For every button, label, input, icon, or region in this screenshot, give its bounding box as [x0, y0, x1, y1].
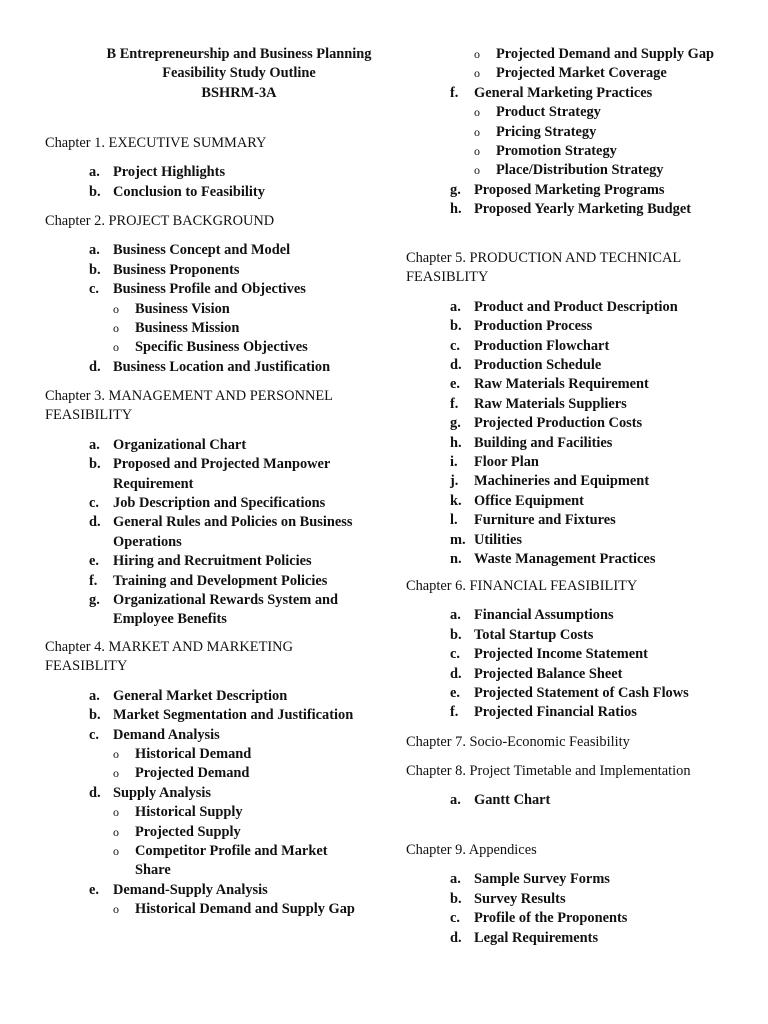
list-item [45, 784, 365, 803]
list-item [406, 298, 726, 317]
sub-item-text: Historical Demand [135, 746, 252, 763]
item-label: b. [89, 456, 101, 473]
item-label: f. [450, 395, 459, 412]
list-item [406, 317, 726, 336]
header-course: B Entrepreneurship and Business Planning [106, 46, 372, 62]
sub-item [406, 64, 726, 83]
item-label: c. [89, 495, 99, 512]
item-text: Utilities [474, 531, 522, 548]
item-label: c. [450, 910, 460, 927]
item-text: Office Equipment [474, 492, 584, 509]
list-item [406, 665, 726, 684]
chapter-items [45, 436, 365, 630]
chapter-title: Chapter 9. Appendices [406, 842, 537, 858]
bullet-icon: o [113, 805, 119, 820]
chapter-title: Chapter 5. PRODUCTION AND TECHNICAL FEASIBLITY [406, 250, 681, 286]
sub-item [45, 900, 365, 919]
item-text: Projected Financial Ratios [474, 704, 637, 721]
list-item [406, 181, 726, 200]
list-item [45, 455, 365, 494]
item-label: a. [89, 687, 100, 704]
list-item [45, 436, 365, 455]
chapter-items [406, 870, 726, 948]
item-text: Raw Materials Requirement [474, 376, 649, 393]
list-item [406, 703, 726, 722]
sub-item [406, 103, 726, 122]
list-item [45, 513, 365, 552]
bullet-icon: o [113, 844, 119, 859]
list-item [45, 261, 365, 280]
list-item [406, 492, 726, 511]
item-text: Supply Analysis [113, 784, 211, 801]
list-item [406, 909, 726, 928]
list-item [45, 572, 365, 591]
chapter-items [406, 791, 726, 810]
item-text: Training and Development Policies [113, 572, 328, 589]
item-text: Sample Survey Forms [474, 871, 610, 888]
chapter-items [406, 298, 726, 570]
bullet-icon: o [474, 105, 480, 120]
sub-item-text: Projected Market Coverage [496, 65, 667, 82]
item-label: j. [450, 473, 459, 490]
document-header [45, 45, 433, 103]
item-label: g. [450, 181, 461, 198]
item-text: Demand-Supply Analysis [113, 881, 268, 898]
item-label: a. [89, 164, 100, 181]
item-label: c. [450, 337, 460, 354]
list-item [45, 183, 365, 202]
list-item [406, 453, 726, 472]
sub-item [406, 45, 726, 64]
item-text: Total Startup Costs [474, 626, 594, 643]
list-item [406, 626, 726, 645]
item-text: Projected Statement of Cash Flows [474, 685, 689, 702]
bullet-icon: o [113, 321, 119, 336]
item-text: Survey Results [474, 890, 566, 907]
item-label: b. [89, 707, 101, 724]
item-text: Legal Requirements [474, 929, 599, 946]
header-section: BSHRM-3A [201, 84, 277, 101]
item-text: Business Concept and Model [113, 242, 291, 259]
item-label: b. [89, 261, 101, 278]
list-item [45, 494, 365, 513]
sub-item-text: Projected Demand and Supply Gap [496, 46, 715, 62]
chapter-3 [45, 387, 365, 630]
bullet-icon: o [474, 47, 480, 61]
item-label: d. [450, 665, 462, 682]
item-label: b. [450, 318, 462, 335]
list-item [45, 280, 365, 299]
item-label: a. [89, 242, 100, 259]
chapter-items [45, 241, 365, 377]
item-text: Business Location and Justification [113, 358, 331, 375]
sub-item-text: Historical Supply [135, 804, 243, 821]
sub-item-text: Product Strategy [496, 104, 601, 121]
list-item [45, 687, 365, 706]
sub-item [45, 803, 365, 822]
bullet-icon: o [113, 301, 119, 316]
item-text: Conclusion to Feasibility [113, 183, 265, 200]
list-item [406, 791, 726, 810]
sub-item-text: Competitor Profile and Market Share [135, 843, 328, 879]
sub-item [406, 123, 726, 142]
header-title: Feasibility Study Outline [162, 65, 316, 82]
list-item [45, 881, 365, 900]
item-label: d. [89, 358, 101, 375]
item-text: Job Description and Specifications [113, 495, 326, 512]
chapter-6 [406, 577, 726, 723]
list-item [406, 434, 726, 453]
item-label: k. [450, 492, 462, 509]
item-text: Proposed Marketing Programs [474, 181, 665, 198]
item-text: Production Schedule [474, 357, 602, 374]
sub-item [45, 745, 365, 764]
list-item [406, 472, 726, 491]
list-item [406, 531, 726, 550]
item-label: b. [450, 890, 462, 907]
list-item [406, 337, 726, 356]
item-label: b. [89, 183, 101, 200]
item-text: Demand Analysis [113, 726, 220, 743]
item-text: Hiring and Recruitment Policies [113, 553, 312, 570]
chapter-title: Chapter 7. Socio-Economic Feasibility [406, 734, 630, 750]
item-text: General Rules and Policies on Business Operations [113, 514, 353, 550]
chapter-8 [406, 762, 726, 811]
item-label: e. [450, 376, 460, 393]
list-item [406, 511, 726, 530]
bullet-icon: o [474, 66, 480, 81]
sub-item [45, 823, 365, 842]
list-item [45, 706, 365, 725]
list-item [406, 684, 726, 703]
sub-item-text: Business Vision [135, 300, 230, 317]
item-label: b. [450, 626, 462, 643]
sub-item-text: Historical Demand and Supply Gap [135, 901, 355, 918]
item-label: e. [450, 685, 460, 702]
chapter-2 [45, 212, 365, 377]
chapter-7 [406, 733, 726, 752]
chapter-4-continuation [406, 45, 726, 220]
bullet-icon: o [474, 124, 480, 139]
item-text: Project Highlights [113, 164, 226, 181]
item-text: Proposed Yearly Marketing Budget [474, 201, 692, 218]
item-text: Waste Management Practices [474, 551, 656, 568]
bullet-icon: o [113, 824, 119, 839]
item-label: f. [450, 704, 459, 721]
item-text: Profile of the Proponents [474, 910, 628, 927]
chapter-title: Chapter 2. PROJECT BACKGROUND [45, 213, 275, 229]
chapter-title: Chapter 3. MANAGEMENT AND PERSONNEL FEASIBILITY [45, 388, 333, 424]
list-item [406, 870, 726, 889]
item-text: Financial Assumptions [474, 607, 614, 624]
item-text: Business Profile and Objectives [113, 281, 306, 298]
item-text: Organizational Chart [113, 436, 247, 453]
list-item [406, 645, 726, 664]
item-text: Gantt Chart [474, 792, 551, 809]
sub-item-text: Projected Supply [135, 823, 241, 840]
bullet-icon: o [474, 144, 480, 159]
list-item [406, 84, 726, 103]
item-text: Proposed and Projected Manpower Requirement [113, 456, 331, 492]
item-text: Projected Balance Sheet [474, 665, 623, 682]
list-item [45, 163, 365, 182]
list-item [406, 550, 726, 569]
item-label: d. [450, 929, 462, 946]
sub-item [45, 319, 365, 338]
item-text: Furniture and Fixtures [474, 512, 616, 529]
item-text: Building and Facilities [474, 434, 613, 451]
list-item [406, 414, 726, 433]
sub-item-text: Pricing Strategy [496, 123, 597, 140]
item-text: Machineries and Equipment [474, 473, 650, 490]
list-item [406, 395, 726, 414]
item-text: Projected Production Costs [474, 415, 643, 432]
item-label: a. [450, 792, 461, 809]
sub-item-text: Place/Distribution Strategy [496, 162, 664, 179]
sub-item [45, 338, 365, 357]
item-label: m. [450, 531, 466, 548]
chapter-items [45, 687, 365, 920]
item-text: Production Process [474, 318, 593, 335]
item-label: l. [450, 512, 458, 529]
item-text: General Market Description [113, 687, 288, 704]
item-label: n. [450, 551, 462, 568]
item-label: c. [89, 281, 99, 298]
chapter-4 [45, 638, 365, 920]
item-label: a. [450, 607, 461, 624]
item-text: Raw Materials Suppliers [474, 395, 627, 412]
sub-item [406, 161, 726, 180]
sub-item [45, 300, 365, 319]
list-item [406, 929, 726, 948]
chapter-1 [45, 134, 365, 202]
item-text: Product and Product Description [474, 298, 678, 315]
item-label: d. [89, 784, 101, 801]
item-label: d. [89, 514, 101, 531]
bullet-icon: o [113, 340, 119, 355]
item-text: Business Proponents [113, 261, 240, 278]
sub-item-text: Projected Demand [135, 765, 250, 782]
sub-item [406, 142, 726, 161]
item-label: i. [450, 454, 458, 471]
chapter-9 [406, 841, 726, 948]
item-label: c. [450, 646, 460, 663]
item-text: General Marketing Practices [474, 84, 653, 101]
item-label: f. [450, 84, 459, 101]
list-item [406, 606, 726, 625]
list-item [406, 890, 726, 909]
sub-item-text: Specific Business Objectives [135, 339, 308, 356]
bullet-icon: o [113, 902, 119, 917]
item-label: e. [89, 553, 99, 570]
list-item [406, 356, 726, 375]
list-item [406, 200, 726, 219]
chapter-title: Chapter 8. Project Timetable and Implementation [406, 763, 691, 779]
chapter-5 [406, 249, 726, 570]
chapter-title: Chapter 4. MARKET AND MARKETING FEASIBLITY [45, 639, 293, 675]
list-item [45, 591, 365, 630]
item-label: f. [89, 572, 98, 589]
sub-item-text: Business Mission [135, 320, 240, 337]
bullet-icon: o [113, 747, 119, 762]
item-label: h. [450, 201, 462, 218]
list-item [406, 375, 726, 394]
list-item [45, 552, 365, 571]
chapter-items [406, 606, 726, 722]
item-label: a. [450, 871, 461, 888]
sub-item-text: Promotion Strategy [496, 143, 617, 160]
sub-item [45, 764, 365, 783]
list-item [45, 241, 365, 260]
item-label: g. [450, 415, 461, 432]
chapter-title: Chapter 1. EXECUTIVE SUMMARY [45, 135, 267, 151]
bullet-icon: o [113, 766, 119, 781]
item-label: g. [89, 592, 100, 609]
item-text: Organizational Rewards System and Employee Benefits [113, 592, 339, 628]
item-text: Production Flowchart [474, 337, 610, 354]
list-item [45, 358, 365, 377]
item-label: a. [450, 298, 461, 315]
list-item [45, 726, 365, 745]
item-label: e. [89, 881, 99, 898]
bullet-icon: o [474, 163, 480, 178]
chapter-title: Chapter 6. FINANCIAL FEASIBILITY [406, 578, 638, 594]
chapter-items [45, 163, 365, 202]
sub-item [45, 842, 365, 881]
item-text: Projected Income Statement [474, 646, 648, 663]
item-label: h. [450, 434, 462, 451]
item-label: c. [89, 726, 99, 743]
item-text: Floor Plan [474, 454, 539, 471]
item-text: Market Segmentation and Justification [113, 707, 354, 724]
item-label: a. [89, 436, 100, 453]
item-label: d. [450, 357, 462, 374]
